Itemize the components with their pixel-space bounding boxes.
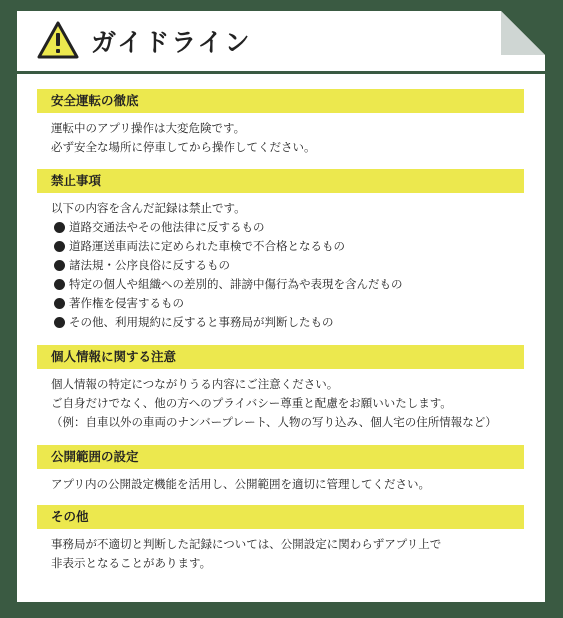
section-heading: 公開範囲の設定 — [37, 445, 524, 469]
list-item: 諸法規・公序良俗に反するもの — [51, 256, 524, 275]
section-text: 以下の内容を含んだ記録は禁止です。 — [51, 201, 246, 215]
section-other — [37, 505, 524, 573]
section-heading: 禁止事項 — [37, 169, 524, 193]
section-text: 個人情報の特定につながりうる内容にご注意ください。 — [51, 377, 339, 391]
section-body — [37, 529, 524, 573]
section-heading: 安全運転の徹底 — [37, 89, 524, 113]
section-prohibited — [37, 169, 524, 332]
section-text: ご自身だけでなく、他の方へのプライバシー尊重と配慮をお願いいたします。 — [51, 396, 452, 410]
section-heading: 個人情報に関する注意 — [37, 345, 524, 369]
guideline-header — [17, 11, 545, 74]
warning-icon — [37, 21, 79, 59]
section-text: 事務局が不適切と判断した記録については、公開設定に関わらずアプリ上で — [51, 537, 442, 551]
section-body — [37, 193, 524, 332]
list-item: 特定の個人や組織への差別的、誹謗中傷行為や表現を含んだもの — [51, 275, 524, 294]
list-item: その他、利用規約に反すると事務局が判断したもの — [51, 313, 524, 332]
section-safe-driving — [37, 89, 524, 157]
section-visibility — [37, 445, 524, 494]
section-text: アプリ内の公開設定機能を活用し、公開範囲を適切に管理してください。 — [51, 477, 431, 491]
section-body — [37, 469, 524, 494]
section-privacy — [37, 345, 524, 432]
section-body — [37, 369, 524, 432]
section-text: 運転中のアプリ操作は大変危険です。 — [51, 121, 246, 135]
list-item: 著作権を侵害するもの — [51, 294, 524, 313]
list-item: 道路交通法やその他法律に反するもの — [51, 218, 524, 237]
section-text: 非表示となることがあります。 — [51, 556, 212, 570]
section-heading: その他 — [37, 505, 524, 529]
guideline-card — [17, 11, 545, 602]
section-body — [37, 113, 524, 157]
list-item: 道路運送車両法に定められた車検で不合格となるもの — [51, 237, 524, 256]
prohibited-list — [51, 218, 524, 332]
section-text: （例：自車以外の車両のナンバープレート、人物の写り込み、個人宅の住所情報など） — [51, 415, 497, 429]
page-title: ガイドライン — [91, 28, 252, 57]
section-text: 必ず安全な場所に停車してから操作してください。 — [51, 140, 316, 154]
